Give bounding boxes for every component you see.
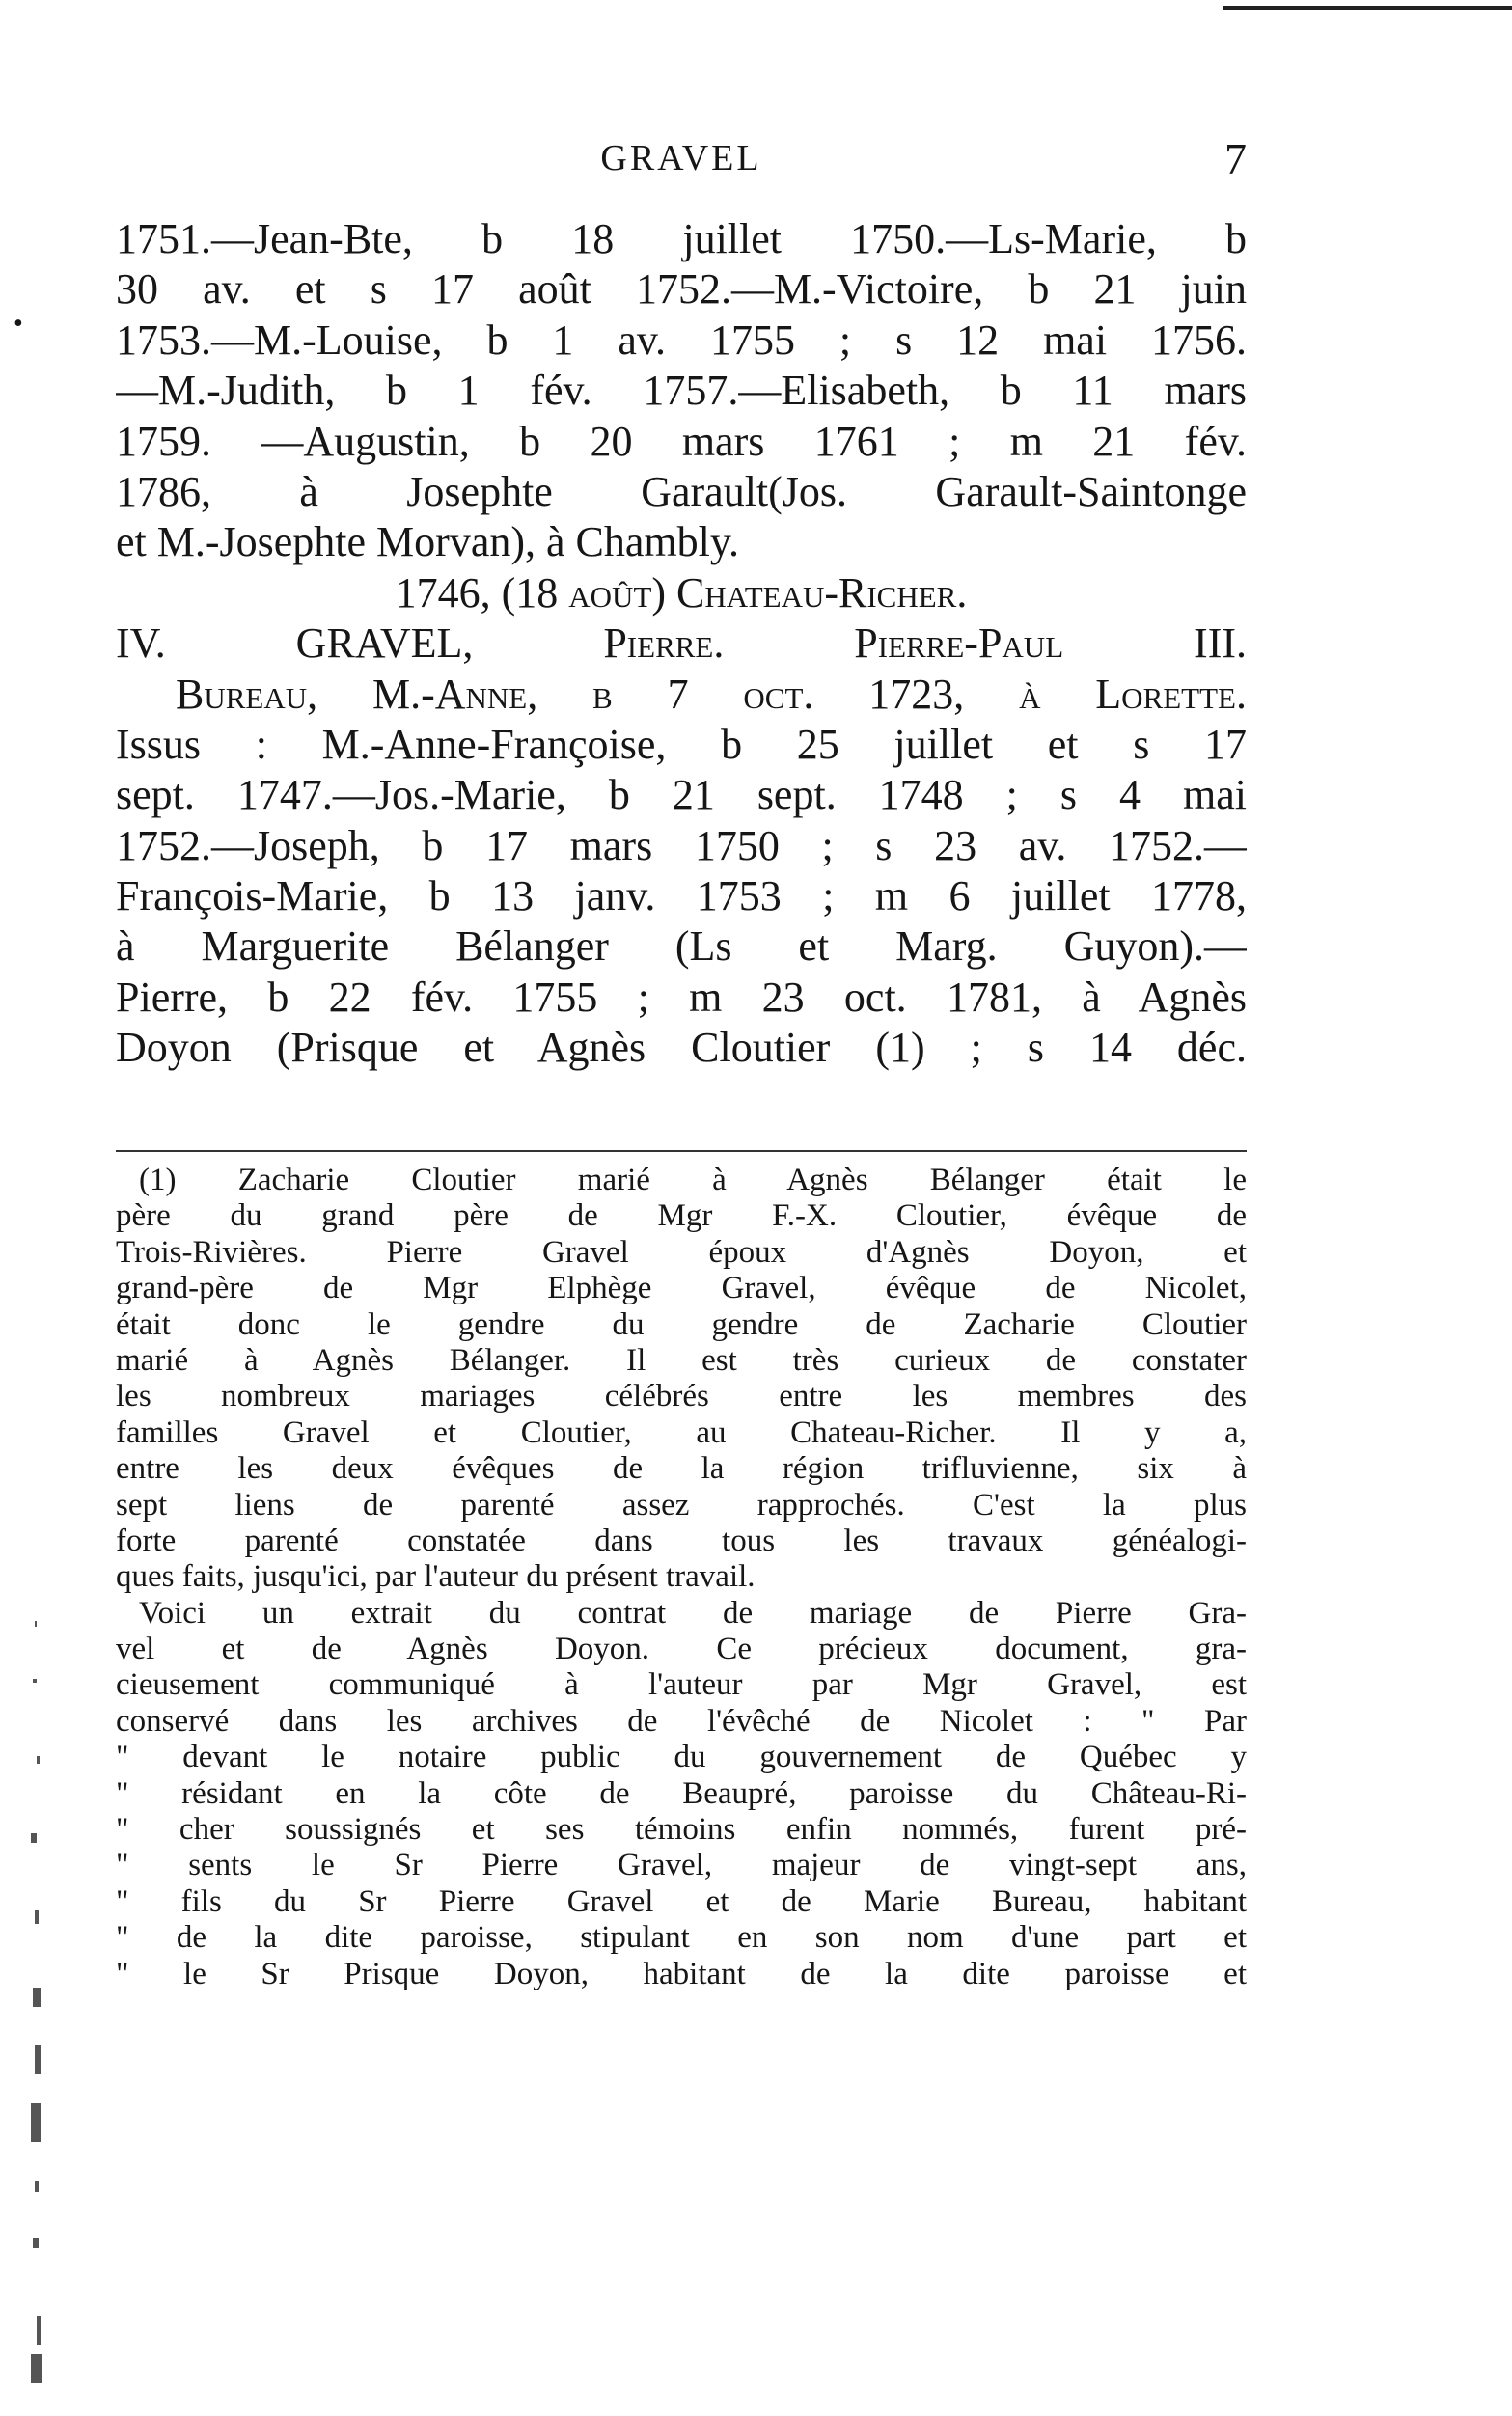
text-line: 1746, (18 août) Chateau-Richer.	[395, 568, 968, 617]
text-line: 1752.—Joseph, b 17 mars 1750 ; s 23 av. 1752.—	[116, 821, 1247, 869]
text-line: 1753.—M.-Louise, b 1 av. 1755 ; s 12 mai 1756.	[116, 316, 1247, 364]
footnote-line: " le Sr Prisque Doyon, habitant de la dite paroisse et	[116, 1956, 1247, 1991]
page-number: 7	[1224, 134, 1247, 183]
margin-scan-marks	[17, 1621, 56, 2393]
text-line: 1759. —Augustin, b 20 mars 1761 ; m 21 fév.	[116, 417, 1247, 465]
text-line: sept. 1747.—Jos.-Marie, b 21 sept. 1748 ; s 4 mai	[116, 771, 1247, 819]
footnote-line: " fils du Sr Pierre Gravel et de Marie Bureau, habitant	[116, 1883, 1247, 1919]
footnote-line: Trois-Rivières. Pierre Gravel époux d'Agnès Doyon, et	[116, 1234, 1247, 1270]
footnote-line: (1) Zacharie Cloutier marié à Agnès Bélanger était le	[139, 1163, 1247, 1197]
footnote-line: " de la dite paroisse, stipulant en son nom d'une part et	[116, 1920, 1247, 1956]
footnote-line: entre les deux évêques de la région trifluvienne, six à	[116, 1451, 1247, 1487]
footnote-line: marié à Agnès Bélanger. Il est très curieux de constater	[116, 1342, 1247, 1378]
text-line: Bureau, M.-Anne, b 7 oct. 1723, à Lorette.	[176, 670, 1247, 718]
footnote-line: grand-père de Mgr Elphège Gravel, évêque de Nicolet,	[116, 1271, 1247, 1306]
text-line: François-Marie, b 13 janv. 1753 ; m 6 juillet 1778,	[116, 872, 1247, 920]
footnote-line: familles Gravel et Cloutier, au Chateau-Richer. Il y a,	[116, 1414, 1247, 1450]
text-line: 1786, à Josephte Garault(Jos. Garault-Saintonge	[116, 467, 1247, 515]
text-line: Doyon (Prisque et Agnès Cloutier (1) ; s 14 déc.	[116, 1024, 1247, 1072]
footnote-line: " devant le notaire public du gouvernement de Québec y	[116, 1740, 1247, 1775]
footnote-separator	[116, 1150, 1247, 1152]
footnote-line: " sents le Sr Pierre Gravel, majeur de vingt-sept ans,	[116, 1848, 1247, 1883]
footnote-line: conservé dans les archives de l'évêché de Nicolet : " Par	[116, 1703, 1247, 1739]
footnote-line: était donc le gendre du gendre de Zacharie Cloutier	[116, 1306, 1247, 1342]
text-line: et M.-Josephte Morvan), à Chambly.	[116, 518, 740, 566]
margin-dot: •	[14, 309, 23, 339]
footnote-line: Voici un extrait du contrat de mariage de Pierre Gra-	[139, 1595, 1247, 1631]
footnote-line: père du grand père de Mgr F.-X. Cloutier, évêque de	[116, 1198, 1247, 1234]
text-line: IV. GRAVEL, Pierre. Pierre-Paul III.	[116, 619, 1247, 668]
text-line: 1751.—Jean-Bte, b 18 juillet 1750.—Ls-Marie, b	[116, 215, 1247, 262]
page-header	[116, 134, 1247, 195]
text-line: 30 av. et s 17 août 1752.—M.-Victoire, b 21 juin	[116, 265, 1247, 314]
footnotes	[116, 1163, 1247, 1992]
footnote-line: " résidant en la côte de Beaupré, paroisse du Château-Ri-	[116, 1775, 1247, 1811]
footnote-line: " cher soussignés et ses témoins enfin nommés, furent pré-	[116, 1812, 1247, 1848]
footnote-line: les nombreux mariages célébrés entre les membres des	[116, 1379, 1247, 1414]
footnote-line: ques faits, jusqu'ici, par l'auteur du présent travail.	[116, 1559, 756, 1595]
footnote-line: sept liens de parenté assez rapprochés. C'est la plus	[116, 1487, 1247, 1523]
text-line: à Marguerite Bélanger (Ls et Marg. Guyon).—	[116, 922, 1247, 971]
text-line: —M.-Judith, b 1 fév. 1757.—Elisabeth, b 11 mars	[116, 367, 1247, 415]
main-text	[116, 214, 1247, 1074]
text-line: Issus : M.-Anne-Françoise, b 25 juillet et s 17	[116, 720, 1247, 768]
page-top-rule	[1223, 6, 1512, 10]
running-head: GRAVEL	[600, 138, 762, 178]
footnote-line: forte parenté constatée dans tous les travaux généalogi-	[116, 1523, 1247, 1558]
footnote-line: vel et de Agnès Doyon. Ce précieux document, gra-	[116, 1632, 1247, 1667]
text-line: Pierre, b 22 fév. 1755 ; m 23 oct. 1781, à Agnès	[116, 973, 1247, 1021]
footnote-line: cieusement communiqué à l'auteur par Mgr Gravel, est	[116, 1667, 1247, 1703]
